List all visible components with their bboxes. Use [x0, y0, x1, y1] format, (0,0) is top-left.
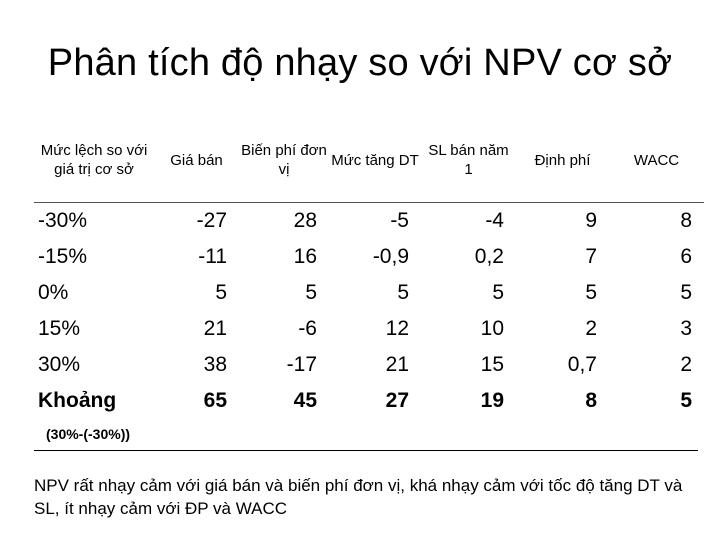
table-row — [34, 239, 704, 275]
header-deviation: Mức lệch so với giá trị cơ sở — [34, 118, 154, 203]
divider — [34, 450, 698, 451]
table-cell: 21 — [203, 317, 227, 340]
table-cell: 8 — [585, 389, 597, 412]
table-cell: 5 — [215, 281, 227, 304]
row-label: -30% — [38, 209, 88, 232]
range-row — [34, 383, 704, 419]
table-cell: -27 — [196, 209, 227, 232]
table-cell: 2 — [585, 317, 597, 340]
table-cell: 6 — [680, 245, 692, 268]
header-price: Giá bán — [154, 118, 239, 203]
row-label: 0% — [38, 281, 69, 304]
table-cell: -6 — [298, 317, 317, 340]
table-cell: 12 — [385, 317, 409, 340]
row-label: 15% — [38, 317, 81, 340]
table-cell: 5 — [492, 281, 504, 304]
table-cell: -11 — [198, 245, 227, 268]
table-cell: 16 — [293, 245, 317, 268]
table-header-row — [34, 118, 704, 203]
table-cell: 28 — [293, 209, 317, 232]
slide-title: Phân tích độ nhạy so với NPV cơ sở — [47, 42, 673, 84]
table-cell: 65 — [203, 389, 227, 412]
row-label: 30% — [38, 353, 81, 376]
table-cell: 19 — [480, 389, 504, 412]
table-cell: 5 — [305, 281, 317, 304]
conclusion-text: NPV rất nhạy cảm với giá bán và biến phí đơn vị, khá nhạy cảm với tốc độ tăng DT và SL, ít nhạy cảm với ĐP và WACC — [34, 476, 683, 518]
table-cell: -4 — [485, 209, 504, 232]
header-revenue-growth: Mức tăng DT — [329, 118, 421, 203]
table-cell: 5 — [585, 281, 597, 304]
table-cell: 9 — [585, 209, 597, 232]
header-variable-cost: Biến phí đơn vị — [239, 118, 329, 203]
table-cell: -5 — [390, 209, 409, 232]
table-row — [34, 347, 704, 383]
header-fixed-cost: Định phí — [516, 118, 609, 203]
table-cell: 5 — [397, 281, 409, 304]
table-cell: 10 — [480, 317, 504, 340]
table-row — [34, 203, 704, 240]
sensitivity-table — [34, 118, 704, 419]
header-wacc: WACC — [609, 118, 704, 203]
table-cell: 5 — [680, 281, 692, 304]
row-label: -15% — [38, 245, 88, 268]
header-sales-volume: SL bán năm 1 — [421, 118, 516, 203]
table-cell: 45 — [293, 389, 317, 412]
table-row — [34, 275, 704, 311]
table-cell: 21 — [385, 353, 409, 376]
table-cell: 15 — [480, 353, 504, 376]
table-cell: 3 — [680, 317, 692, 340]
table-cell: -0,9 — [372, 245, 409, 268]
range-note: (30%-(-30%)) — [46, 426, 131, 442]
table-cell: 27 — [385, 389, 409, 412]
table-cell: -17 — [286, 353, 317, 376]
table-cell: 8 — [680, 209, 692, 232]
table-cell: 38 — [203, 353, 227, 376]
table-cell: 7 — [585, 245, 597, 268]
table-cell: 5 — [680, 389, 692, 412]
table-cell: 0,2 — [474, 245, 504, 268]
table-row — [34, 311, 704, 347]
table-cell: 2 — [680, 353, 692, 376]
row-label: Khoảng — [38, 389, 117, 412]
table-cell: 0,7 — [567, 353, 597, 376]
